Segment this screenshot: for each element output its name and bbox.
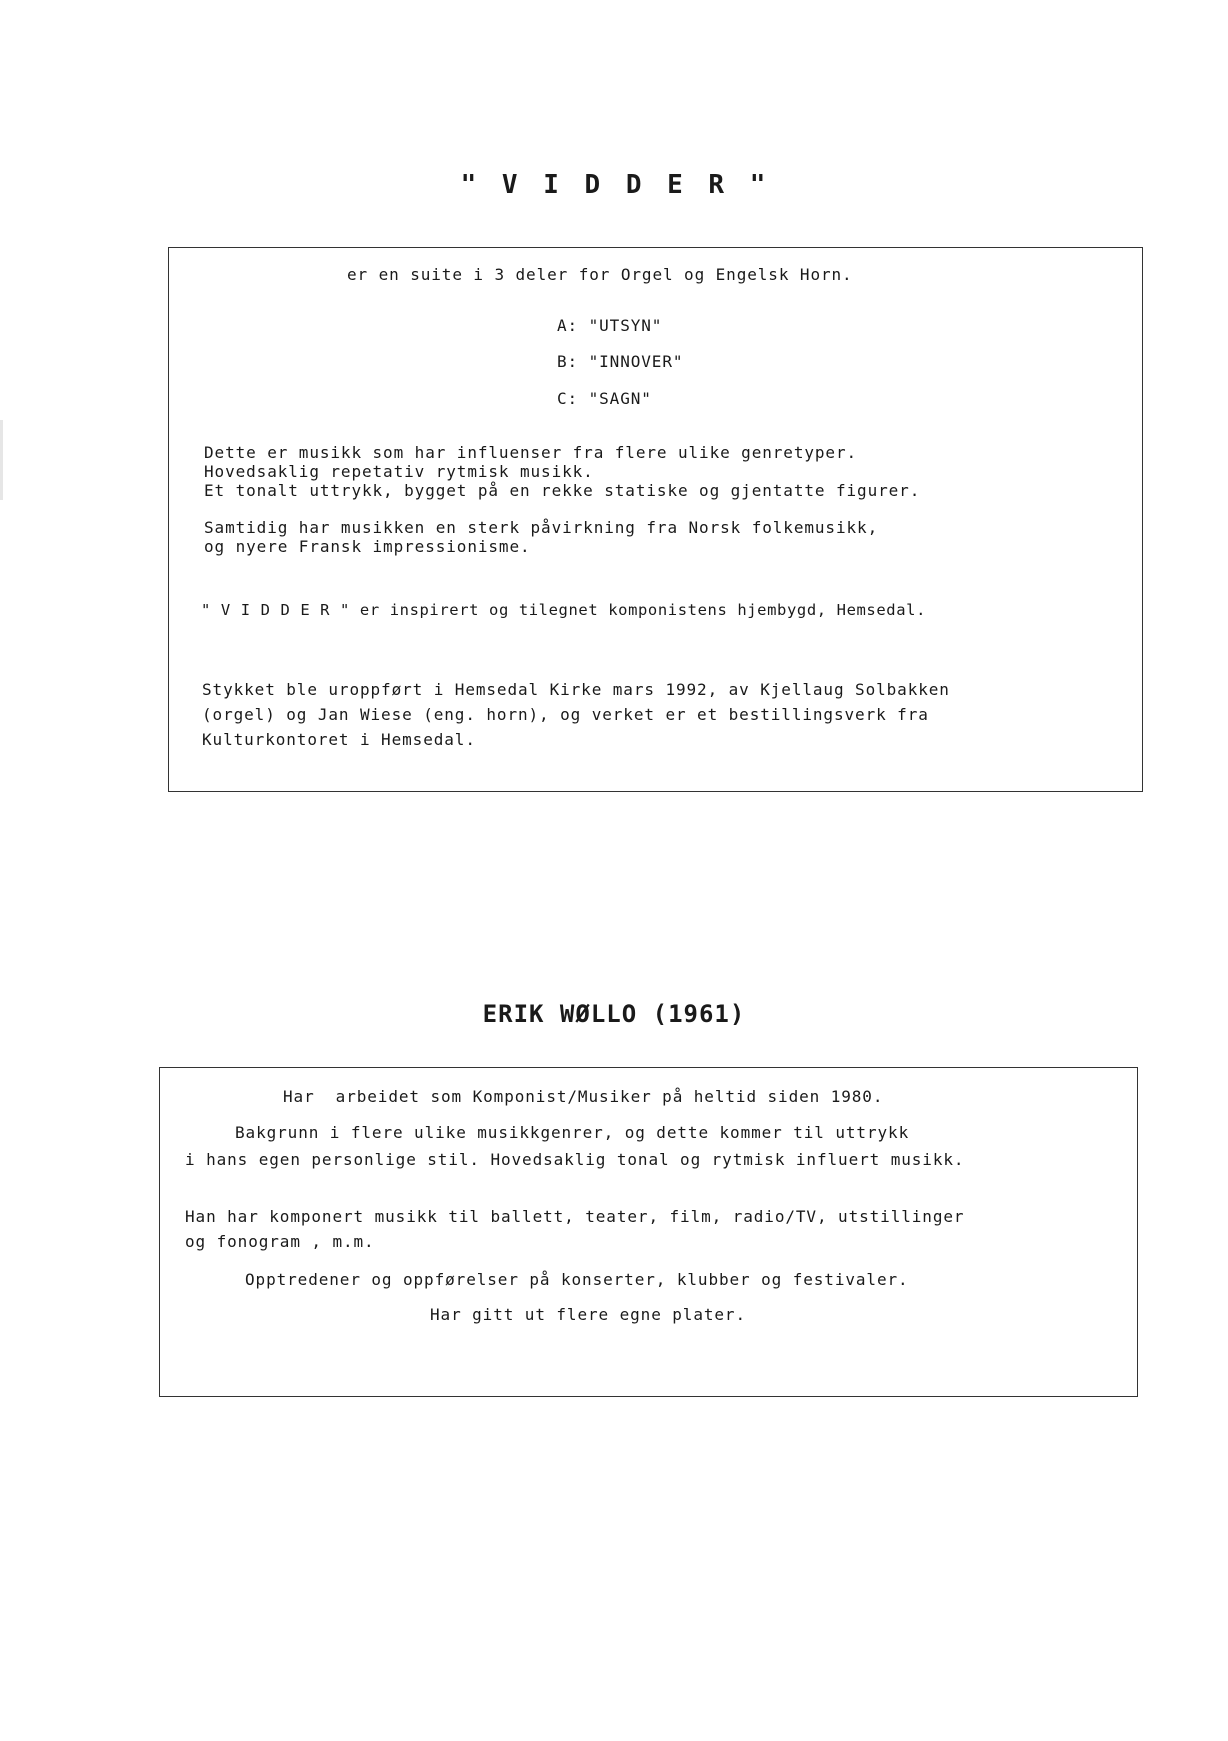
bio-line3: i hans egen personlige stil. Hovedsaklig tonal og rytmisk influert musikk.	[185, 1150, 965, 1169]
paragraph1-line3: Et tonalt uttrykk, bygget på en rekke statiske og gjentatte figurer.	[204, 481, 921, 500]
composer-bio-box	[159, 1067, 1138, 1397]
vidder-intro: er en suite i 3 deler for Orgel og Engelsk Horn.	[347, 265, 853, 284]
vidder-description-box	[168, 247, 1143, 792]
paragraph2-line1: Samtidig har musikken en sterk påvirkning fra Norsk folkemusikk,	[204, 518, 879, 537]
vidder-title: " V I D D E R "	[460, 170, 768, 200]
paragraph2-line2: og nyere Fransk impressionisme.	[204, 537, 531, 556]
premiere-line3: Kulturkontoret i Hemsedal.	[202, 730, 476, 749]
bio-line5: og fonogram , m.m.	[185, 1232, 375, 1251]
composer-title: ERIK WØLLO (1961)	[482, 1000, 746, 1028]
paragraph1-line1: Dette er musikk som har influenser fra flere ulike genretyper.	[204, 443, 858, 462]
part-c: C: "SAGN"	[557, 389, 652, 408]
bio-line4: Han har komponert musikk til ballett, teater, film, radio/TV, utstillinger	[185, 1207, 965, 1226]
dedication: " V I D D E R " er inspirert og tilegnet komponistens hjembygd, Hemsedal.	[201, 601, 927, 619]
part-b: B: "INNOVER"	[557, 352, 684, 371]
premiere-line1: Stykket ble uroppført i Hemsedal Kirke mars 1992, av Kjellaug Solbakken	[202, 680, 950, 699]
bio-line6: Opptredener og oppførelser på konserter, klubber og festivaler.	[245, 1270, 909, 1289]
part-a: A: "UTSYN"	[557, 316, 663, 335]
scan-margin-mark	[0, 420, 3, 500]
paragraph1-line2: Hovedsaklig repetativ rytmisk musikk.	[204, 462, 594, 481]
bio-line7: Har gitt ut flere egne plater.	[430, 1305, 746, 1324]
bio-line2: Bakgrunn i flere ulike musikkgenrer, og dette kommer til uttrykk	[235, 1123, 910, 1142]
premiere-line2: (orgel) og Jan Wiese (eng. horn), og verket er et bestillingsverk fra	[202, 705, 929, 724]
bio-line1: Har arbeidet som Komponist/Musiker på heltid siden 1980.	[283, 1087, 884, 1106]
